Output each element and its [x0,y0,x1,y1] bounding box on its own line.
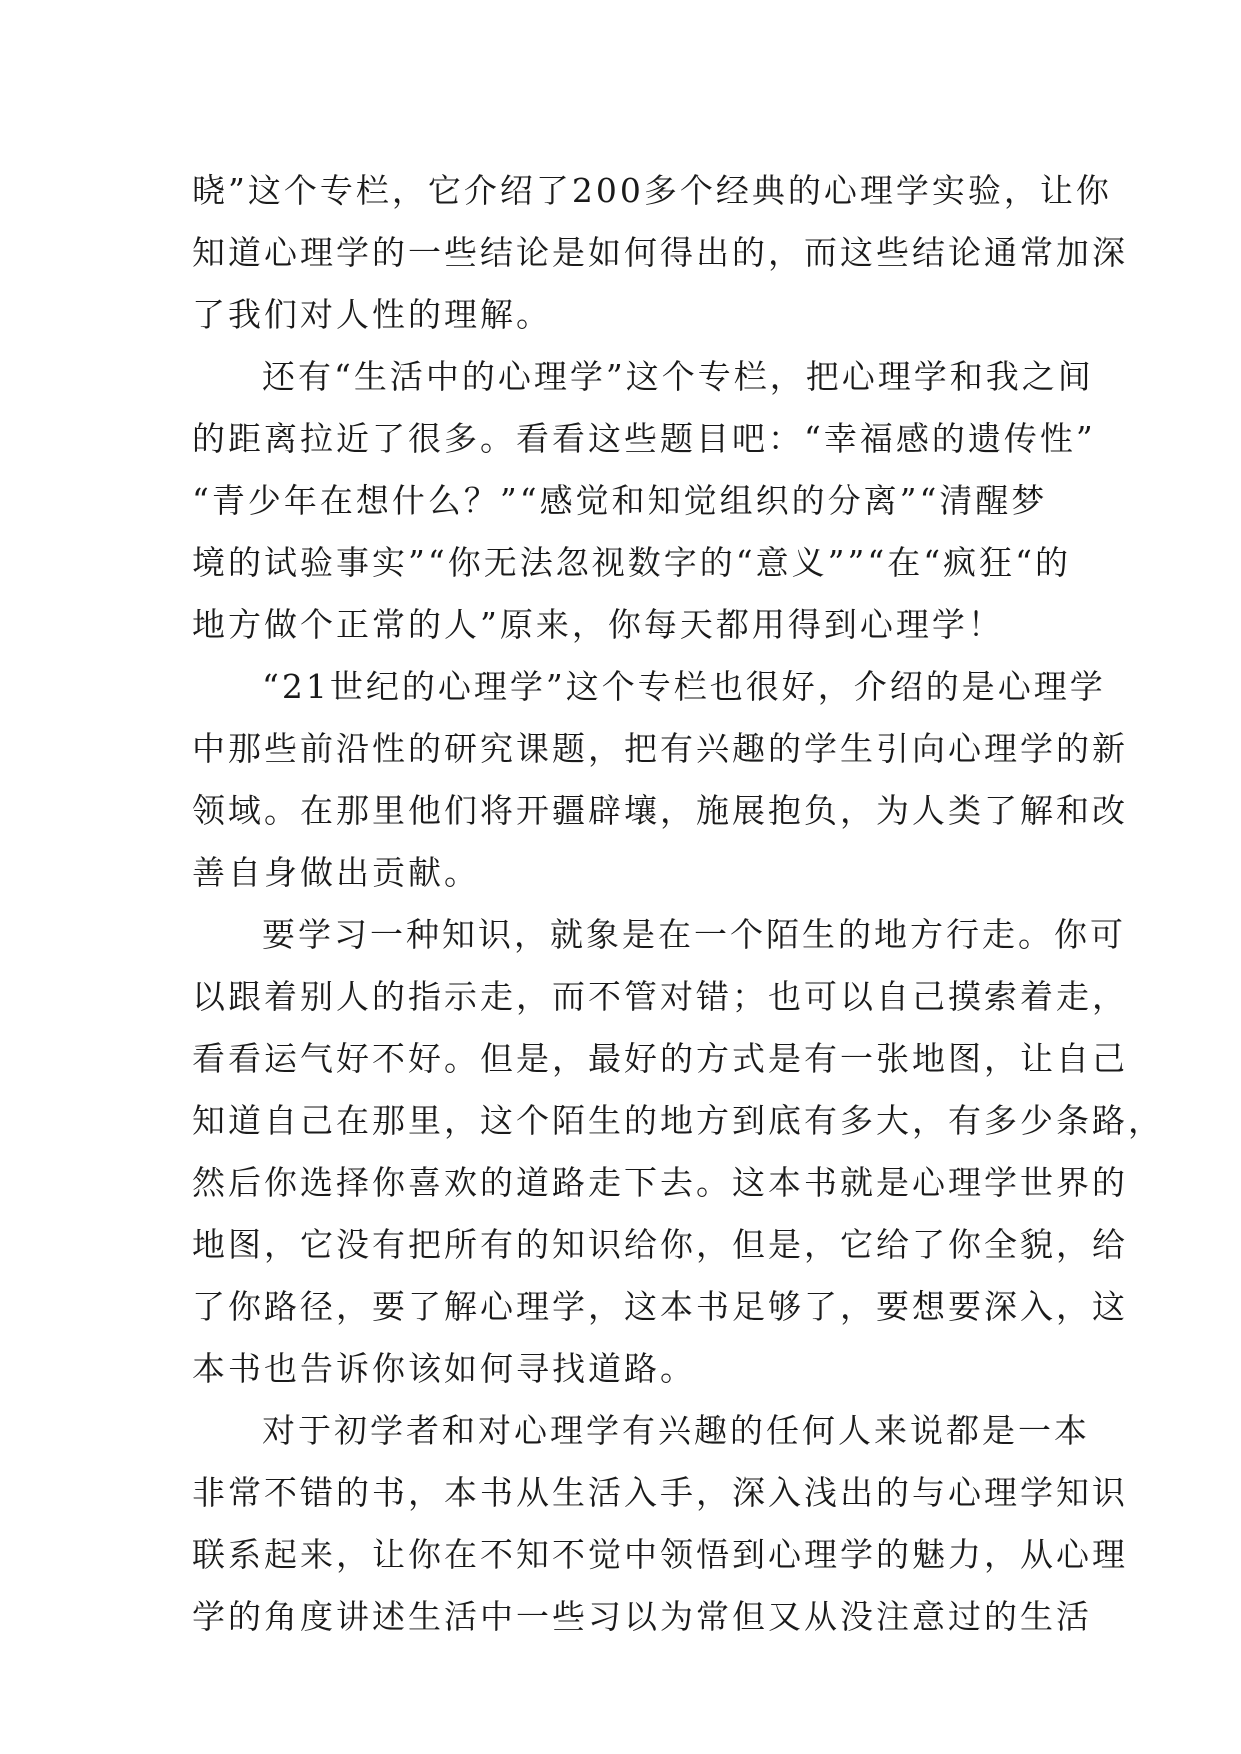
paragraph-4 [192,904,1164,1400]
text-line: 看看运气好不好。但是，最好的方式是有一张地图，让自己 [192,1039,1128,1078]
text-line: 知道心理学的一些结论是如何得出的，而这些结论通常加深 [192,233,1128,272]
text-line: 知道自己在那里，这个陌生的地方到底有多大，有多少条路， [192,1101,1164,1140]
text-line: 领域。在那里他们将开疆辟壤，施展抱负，为人类了解和改 [192,791,1128,830]
text-line: 联系起来，让你在不知不觉中领悟到心理学的魅力，从心理 [192,1535,1128,1574]
text-line: 以跟着别人的指示走，而不管对错；也可以自己摸索着走， [192,977,1128,1016]
text-line: 境的试验事实”“你无法忽视数字的“意义””“在“疯狂“的 [192,543,1071,582]
text-line: 对于初学者和对心理学有兴趣的任何人来说都是一本 [262,1411,1090,1450]
paragraph-5 [192,1400,1128,1648]
text-line: 学的角度讲述生活中一些习以为常但又从没注意过的生活 [192,1597,1092,1636]
text-line: 本书也告诉你该如何寻找道路。 [192,1349,696,1388]
text-line: 还有“生活中的心理学”这个专栏，把心理学和我之间 [262,357,1094,396]
text-line: “21世纪的心理学”这个专栏也很好，介绍的是心理学 [262,667,1106,706]
text-line: 晓”这个专栏，它介绍了200多个经典的心理学实验，让你 [192,171,1112,210]
text-line: 中那些前沿性的研究课题，把有兴趣的学生引向心理学的新 [192,729,1128,768]
text-line: “青少年在想什么？”“感觉和知觉组织的分离”“清醒梦 [192,481,1048,520]
document-body [192,160,1164,1648]
text-line: 要学习一种知识，就象是在一个陌生的地方行走。你可 [262,915,1126,954]
text-line: 然后你选择你喜欢的道路走下去。这本书就是心理学世界的 [192,1163,1128,1202]
paragraph-1 [192,160,1128,346]
paragraph-2 [192,346,1096,656]
paragraph-3 [192,656,1128,904]
text-line: 地图，它没有把所有的知识给你，但是，它给了你全貌，给 [192,1225,1128,1264]
text-line: 非常不错的书，本书从生活入手，深入浅出的与心理学知识 [192,1473,1128,1512]
text-line: 的距离拉近了很多。看看这些题目吧：“幸福感的遗传性” [192,419,1096,458]
text-line: 了我们对人性的理解。 [192,295,552,334]
text-line: 地方做个正常的人”原来，你每天都用得到心理学！ [192,605,1004,644]
text-line: 善自身做出贡献。 [192,853,480,892]
text-line: 了你路径，要了解心理学，这本书足够了，要想要深入，这 [192,1287,1128,1326]
